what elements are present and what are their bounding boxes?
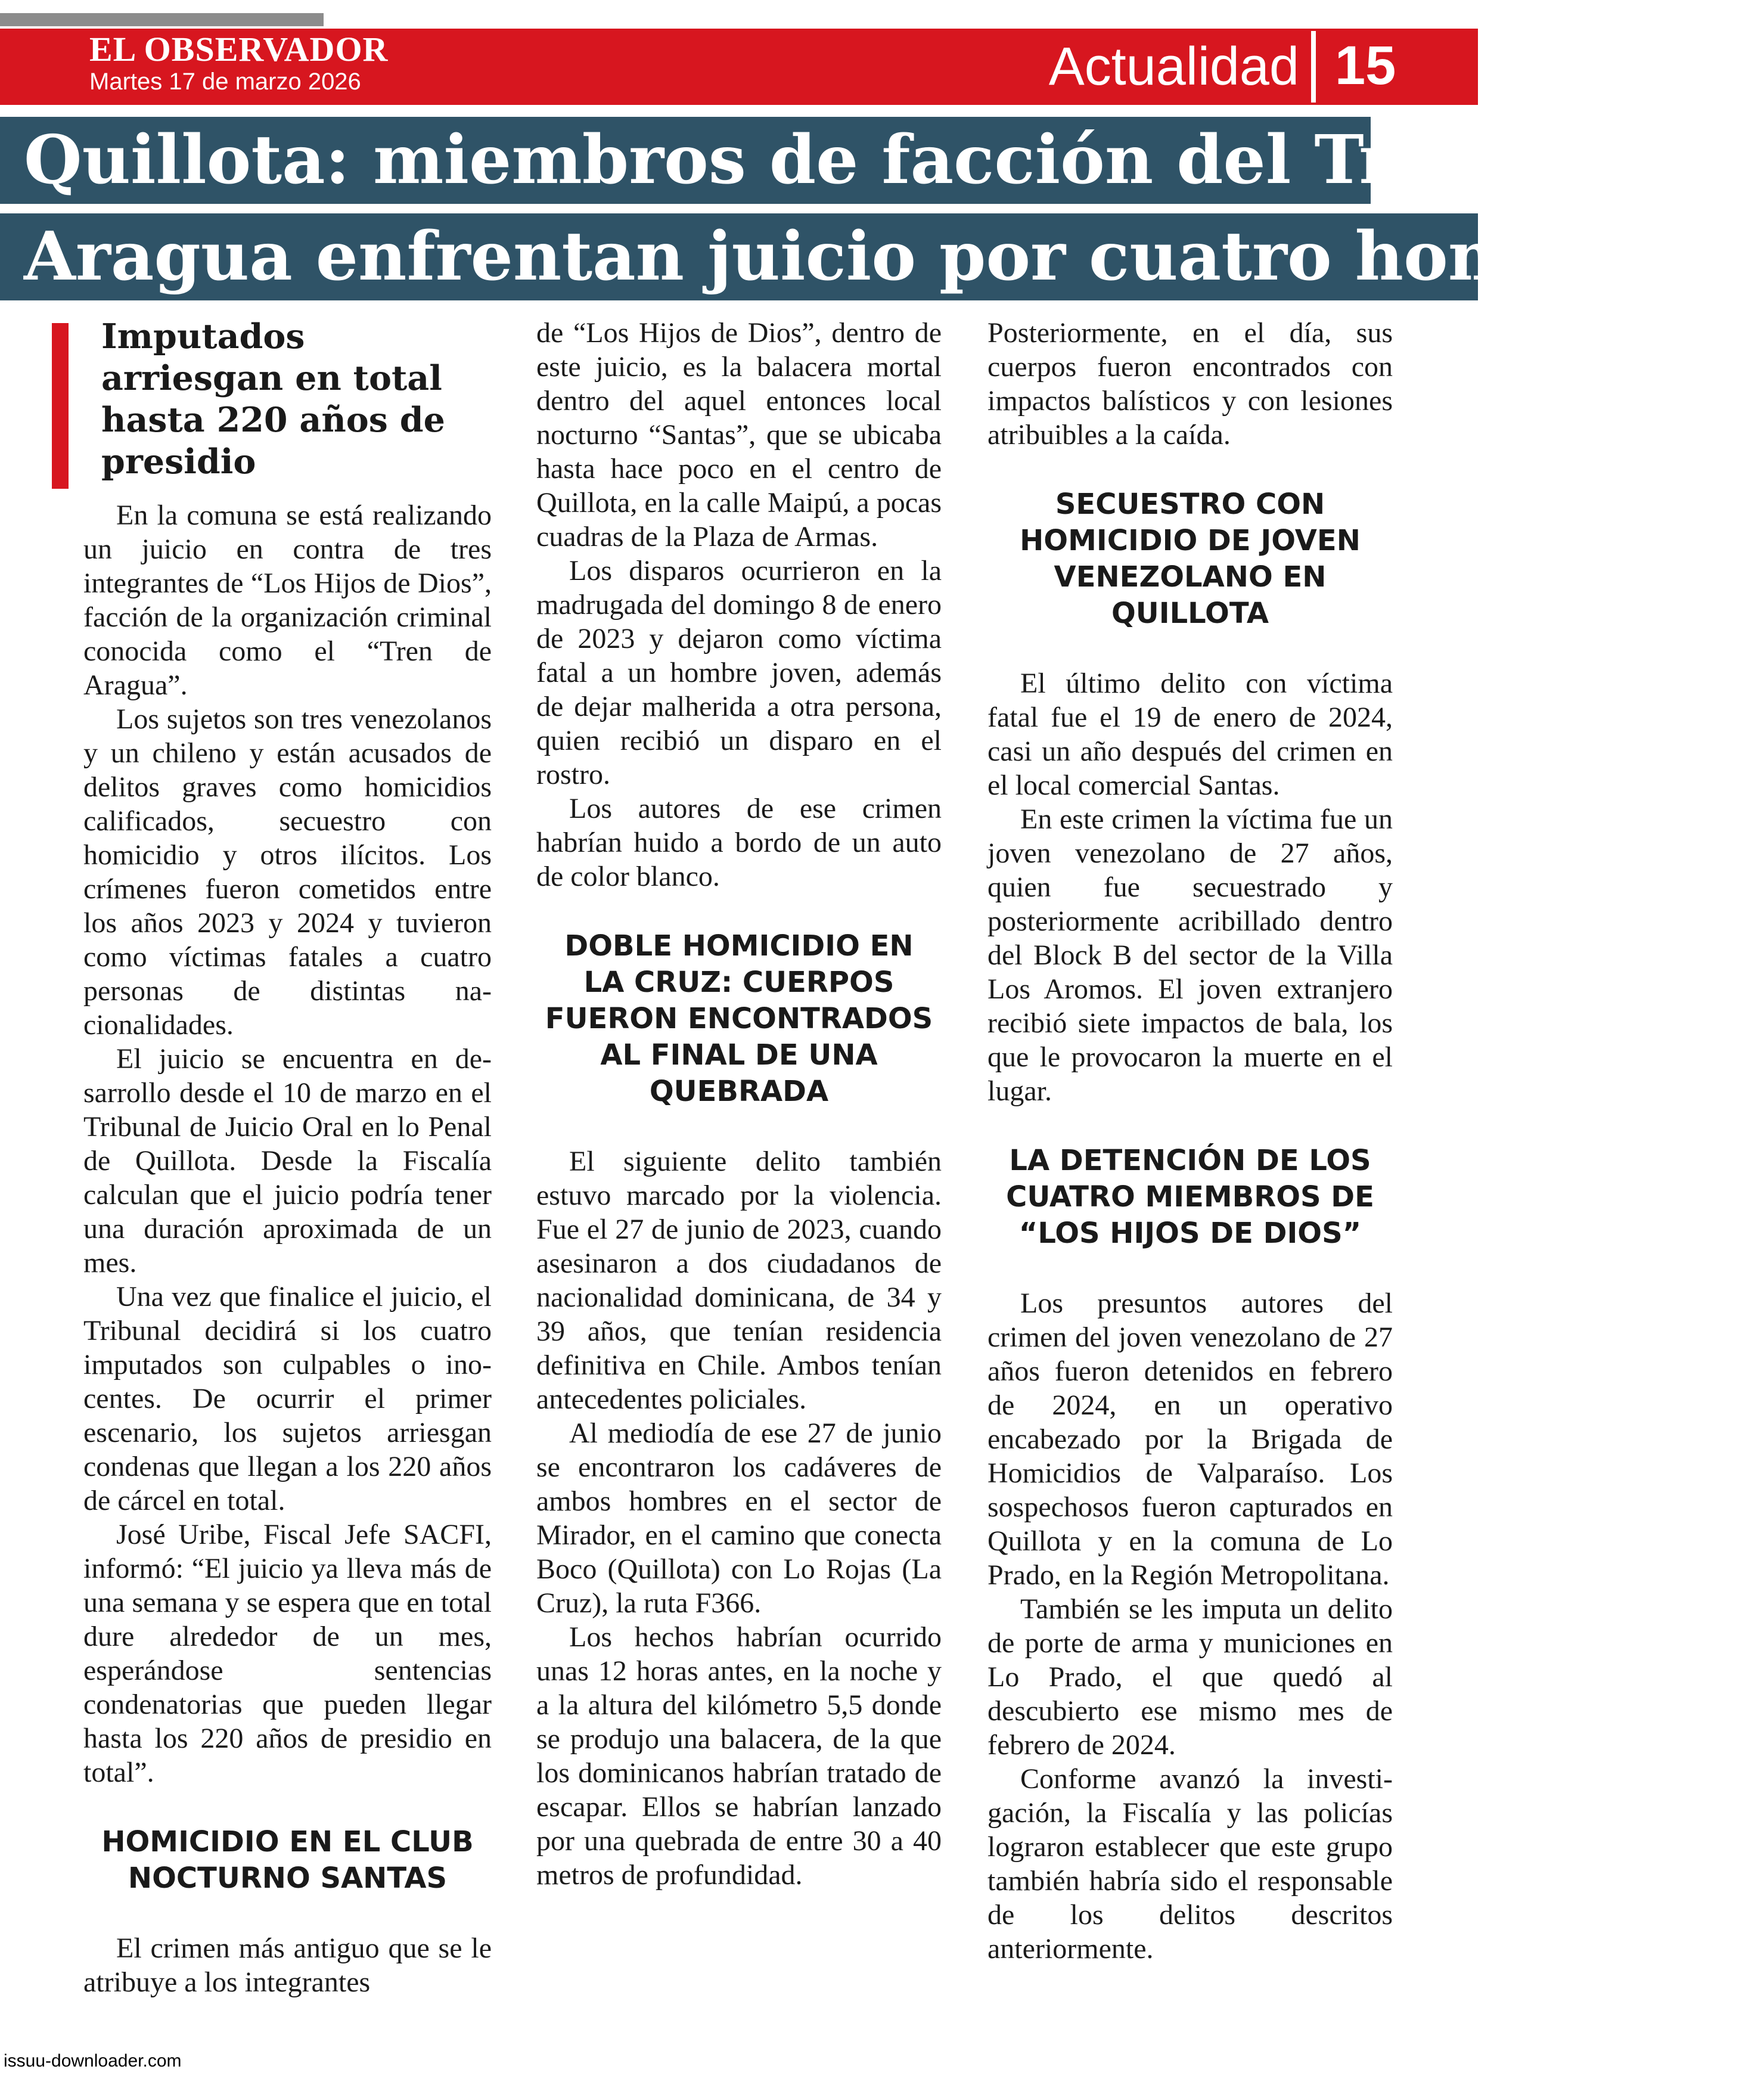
- newspaper-name: EL OBSERVADOR: [89, 30, 389, 69]
- paragraph: Los disparos ocurrieron en la madrugada del domingo 8 de enero de 2023 y dejaron como víctima fatal a un hombre joven, además de dejar malherida a otra persona, quien recibió un disparo en el rostro.: [536, 555, 942, 790]
- top-gray-rule: [0, 13, 324, 26]
- paragraph: Los presuntos autores del crimen del joven venezolano de 27 años fueron detenidos en febrero de 2024, en un operativo encabezado por la Brigada de Homicidios de Valparaíso. Los sospechosos fueron capturados en Quillota y en la comuna de Lo Prado, en la Región Metropolitana.: [987, 1288, 1393, 1591]
- article-column-3: [987, 316, 1393, 1966]
- paragraph: En la comuna se está realizando un juicio en contra de tres integrantes de “Los Hijos de Dios”, facción de la organización criminal conocida como el “Tren de Aragua”.: [83, 500, 492, 701]
- paragraph: También se les imputa un delito de porte de arma y municiones en Lo Prado, el que quedó al descubierto ese mismo mes de febrero de 2024.: [987, 1593, 1393, 1761]
- paragraph: Los sujetos son tres venezolanos y un chileno y están acusados de delitos graves como homicidios calificados, secuestro con homicidio y otros ilícitos. Los crímenes fueron cometidos entre los años 2023 y 2024 y tuvieron como víctimas fatales a cuatro personas de distintas nacionalidades.: [83, 703, 492, 1041]
- section-name: Actualidad: [1048, 37, 1299, 97]
- paragraph: El siguiente delito también estuvo marcado por la violencia. Fue el 27 de junio de 2023, cuando asesinaron a dos ciudadanos de nacionalidad dominicana, de 34 y 39 años, que tenían residencia definitiva en Chile. Ambos tenían antecedentes policiales.: [536, 1146, 942, 1415]
- issue-date: Martes 17 de marzo 2026: [89, 69, 361, 95]
- paragraph: Al mediodía de ese 27 de junio se encontraron los cadáveres de ambos hombres en el sector de Mirador, en el camino que conecta Boco (Quillota) con Lo Rojas (La Cruz), la ruta F366.: [536, 1417, 942, 1619]
- headline-line-1: Quillota: miembros de facción del Tren de: [0, 117, 1371, 204]
- kicker: [48, 316, 492, 483]
- paragraph: Los hechos habrían ocurrido unas 12 horas antes, en la noche y a la altura del kilómetro 5,5 donde se produjo una balacera, de la que los dominicanos habrían tratado de escapar. Ellos se habrían lanzado por una quebrada de entre 30 a 40 metros de profundidad.: [536, 1621, 942, 1891]
- paragraph: En este crimen la víctima fue un joven venezolano de 27 años, quien fue secuestrado y posteriormente acribillado dentro del Block B del sector de la Villa Los Aromos. El joven extranjero recibió siete impactos de bala, los que le provocaron la muerte en el lugar.: [987, 803, 1393, 1107]
- subhead-club-santas: HOMICIDIO EN EL CLUB NOCTURNO SANTAS: [101, 1825, 474, 1895]
- header-divider: [1311, 31, 1316, 103]
- paragraph: El último delito con víctima fatal fue el 19 de enero de 2024, casi un año después del crimen en el local comercial Santas.: [987, 668, 1393, 801]
- page-number: 15: [1335, 35, 1396, 96]
- source-watermark: issuu-downloader.com: [4, 2051, 182, 2071]
- article-column-2: [536, 316, 942, 1892]
- paragraph: El crimen más antiguo que se le atribuye a los integrantes: [83, 1932, 492, 1998]
- paragraph: Posteriormente, en el día, sus cuerpos fueron encontrados con impactos balísticos y con lesiones atribuibles a la caída.: [987, 317, 1393, 451]
- kicker-accent-bar: [52, 323, 69, 489]
- headline-line-2: Aragua enfrentan juicio por cuatro homicidios: [0, 213, 1478, 300]
- article-column-1: [83, 316, 492, 1999]
- paragraph: Los autores de ese crimen habrían huido a bordo de un auto de color blanco.: [536, 793, 942, 892]
- paragraph: Conforme avanzó la investigación, la Fiscalía y las policías lograron establecer que este grupo también habría sido el responsable de los delitos descritos anteriormente.: [987, 1763, 1393, 1965]
- paragraph: El juicio se encuentra en desarrollo desde el 10 de marzo en el Tribunal de Juicio Oral en lo Penal de Quillota. Desde la Fiscalía calculan que el juicio podría tener una duración aproximada de un mes.: [83, 1043, 492, 1279]
- paragraph: Una vez que finalice el juicio, el Tribunal decidirá si los cuatro imputados son culpables o inocentes. De ocurrir el primer escenario, los sujetos arriesgan condenas que llegan a los 220 años de cárcel en total.: [83, 1281, 492, 1516]
- subhead-secuestro: SECUESTRO CON HOMICIDIO DE JOVEN VENEZOLANO EN QUILLOTA: [1020, 488, 1361, 630]
- paragraph: José Uribe, Fiscal Jefe SACFI, informó: “El juicio ya lleva más de una semana y se espera que en total dure alrededor de un mes, esperándose sentencias condenatorias que pueden llegar hasta los 220 años de presidio en total”.: [83, 1519, 492, 1788]
- kicker-text: Imputados arriesgan en total hasta 220 años de presidio: [101, 317, 445, 482]
- subhead-detencion: LA DETENCIÓN DE LOS CUATRO MIEMBROS DE “LOS HIJOS DE DIOS”: [1006, 1144, 1374, 1250]
- paragraph: de “Los Hijos de Dios”, dentro de este juicio, es la balacera mortal dentro del aquel entonces local nocturno “Santas”, que se ubicaba hasta hace poco en el centro de Quillota, en la calle Maipú, a pocas cuadras de la Plaza de Armas.: [536, 317, 942, 553]
- subhead-doble-homicidio: DOBLE HOMICIDIO EN LA CRUZ: CUERPOS FUERON ENCONTRADOS AL FINAL DE UNA QUEBRADA: [545, 929, 933, 1108]
